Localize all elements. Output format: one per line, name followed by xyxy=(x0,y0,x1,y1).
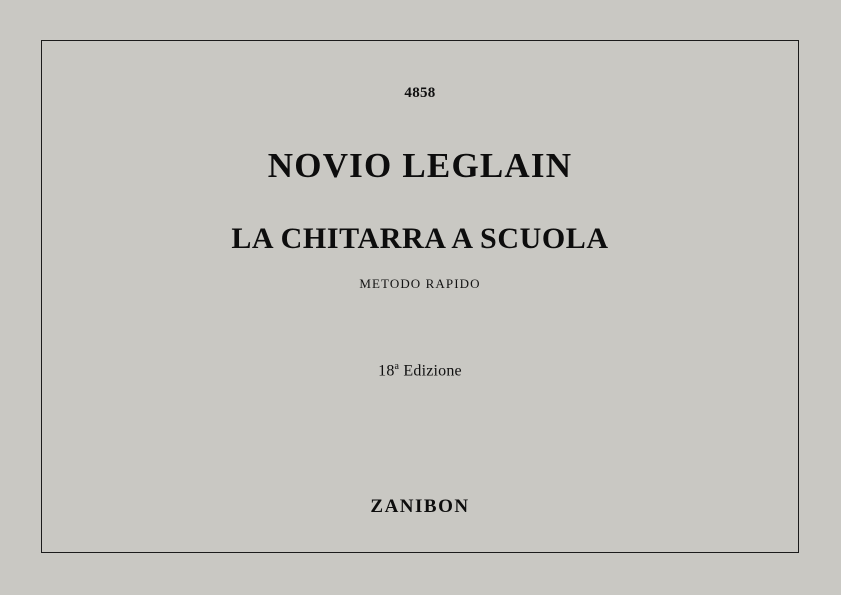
edition-label: Edizione xyxy=(403,362,462,380)
plate-number: 4858 xyxy=(404,85,436,101)
publisher-name: ZANIBON xyxy=(370,496,470,517)
edition-ordinal-suffix: a xyxy=(394,361,400,372)
book-subtitle: METODO RAPIDO xyxy=(359,276,481,291)
cover-content xyxy=(42,41,798,552)
edition-number: 18 xyxy=(378,362,395,380)
edition-statement xyxy=(378,361,462,380)
composer-name: NOVIO LEGLAIN xyxy=(267,146,573,185)
cover-border-frame xyxy=(41,40,799,553)
book-title: LA CHITARRA A SCUOLA xyxy=(231,222,609,255)
